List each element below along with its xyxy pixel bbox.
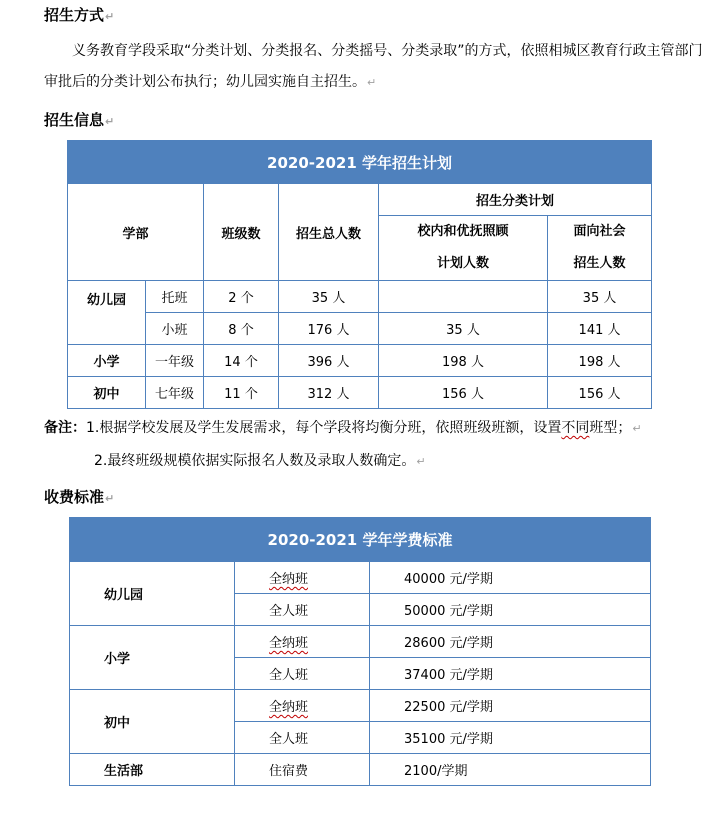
section-title-info: 招生信息↵ xyxy=(44,111,115,129)
fee-amount: 50000 元/学期 xyxy=(370,594,651,626)
row-dept: 小学 xyxy=(68,345,146,377)
paragraph-mark-icon: ↵ xyxy=(632,422,642,435)
row-social: 35 人 xyxy=(548,281,652,313)
row-total: 312 人 xyxy=(279,377,379,409)
paragraph-mark-icon: ↵ xyxy=(367,76,377,89)
fee-amount: 37400 元/学期 xyxy=(370,658,651,690)
row-dept: 幼儿园 xyxy=(68,281,146,345)
table-row xyxy=(70,626,651,658)
enrollment-plan-table xyxy=(67,140,652,409)
row-grade: 七年级 xyxy=(146,377,204,409)
row-social: 156 人 xyxy=(548,377,652,409)
fee-amount: 22500 元/学期 xyxy=(370,690,651,722)
fee-table-title: 2020-2021 学年学费标准 xyxy=(70,518,651,562)
table-row xyxy=(68,377,652,409)
section-title-method: 招生方式↵ xyxy=(44,6,115,24)
row-classes: 8 个 xyxy=(204,313,279,345)
row-classes: 14 个 xyxy=(204,345,279,377)
row-inner: 156 人 xyxy=(379,377,548,409)
header-dept: 学部 xyxy=(68,184,204,281)
fee-amount: 35100 元/学期 xyxy=(370,722,651,754)
method-paragraph: 义务教育学段采取“分类计划、分类报名、分类摇号、分类录取”的方式，依照相城区教育行政主管部门审批后的分类计划公布执行；幼儿园实施自主招生。↵ xyxy=(44,43,703,90)
row-grade: 一年级 xyxy=(146,345,204,377)
fee-type: 全人班 xyxy=(235,722,370,754)
fee-type: 住宿费 xyxy=(235,754,370,786)
paragraph-mark-icon: ↵ xyxy=(105,492,115,505)
fee-standard-table xyxy=(69,517,651,786)
fee-type: 全纳班 xyxy=(269,572,309,587)
fee-dept: 初中 xyxy=(70,690,235,754)
table-row xyxy=(68,313,652,345)
table-row xyxy=(70,690,651,722)
row-inner xyxy=(379,281,548,313)
row-total: 176 人 xyxy=(279,313,379,345)
header-category: 招生分类计划 xyxy=(379,184,652,216)
table-row xyxy=(70,562,651,594)
row-total: 35 人 xyxy=(279,281,379,313)
header-total: 招生总人数 xyxy=(279,184,379,281)
row-social: 198 人 xyxy=(548,345,652,377)
table-row xyxy=(70,754,651,786)
fee-amount: 28600 元/学期 xyxy=(370,626,651,658)
paragraph-mark-icon: ↵ xyxy=(105,115,115,128)
row-classes: 11 个 xyxy=(204,377,279,409)
section-title-fee: 收费标准↵ xyxy=(44,488,115,506)
row-grade: 托班 xyxy=(146,281,204,313)
fee-type: 全人班 xyxy=(235,658,370,690)
header-social: 面向社会 招生人数 xyxy=(548,216,652,281)
note-1: 备注：1.根据学校发展及学生发展需求，每个学段将均衡分班，依照班级班额，设置不同班型；↵ xyxy=(44,420,642,436)
fee-type: 全人班 xyxy=(235,594,370,626)
row-inner: 198 人 xyxy=(379,345,548,377)
note-2: 2.最终班级规模依据实际报名人数及录取人数确定。↵ xyxy=(94,453,426,469)
row-classes: 2 个 xyxy=(204,281,279,313)
paragraph-mark-icon: ↵ xyxy=(416,455,426,468)
header-inner: 校内和优抚照顾 计划人数 xyxy=(379,216,548,281)
fee-amount: 2100/学期 xyxy=(370,754,651,786)
fee-dept: 幼儿园 xyxy=(70,562,235,626)
row-grade: 小班 xyxy=(146,313,204,345)
row-dept: 初中 xyxy=(68,377,146,409)
table-row xyxy=(68,281,652,313)
plan-table-title: 2020-2021 学年招生计划 xyxy=(68,141,652,184)
fee-amount: 40000 元/学期 xyxy=(370,562,651,594)
fee-type: 全纳班 xyxy=(269,636,309,651)
row-social: 141 人 xyxy=(548,313,652,345)
fee-type: 全纳班 xyxy=(269,700,309,715)
header-classes: 班级数 xyxy=(204,184,279,281)
row-total: 396 人 xyxy=(279,345,379,377)
fee-dept: 小学 xyxy=(70,626,235,690)
paragraph-mark-icon: ↵ xyxy=(105,10,115,23)
row-inner: 35 人 xyxy=(379,313,548,345)
fee-dept: 生活部 xyxy=(70,754,235,786)
table-row xyxy=(68,345,652,377)
